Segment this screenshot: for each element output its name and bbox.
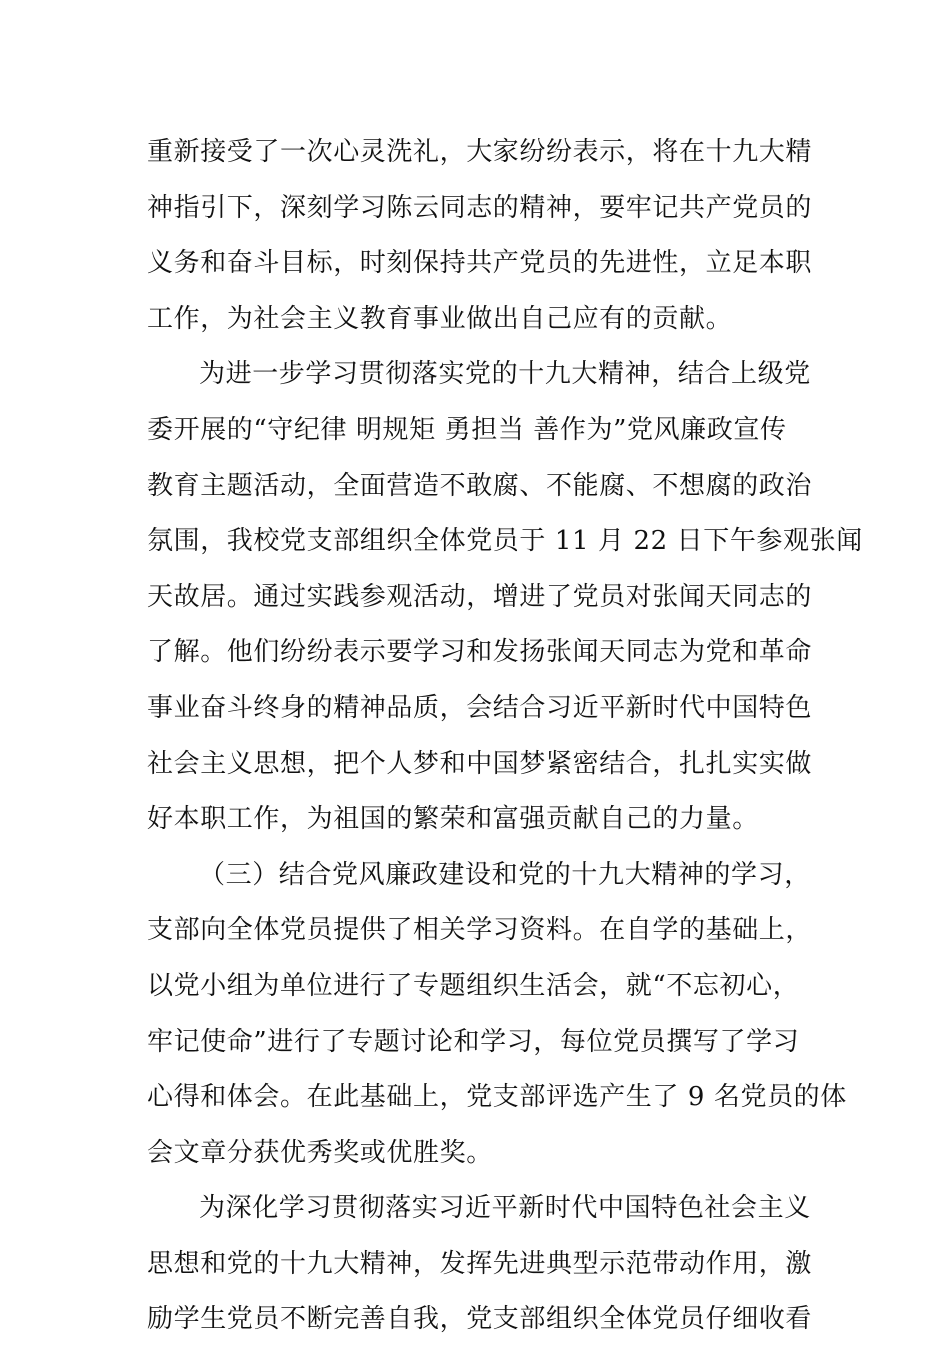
paragraph-line: 励学生党员不断完善自我，党支部组织全体党员仔细收看 [147, 1304, 813, 1335]
paragraph-line: 社会主义思想，把个人梦和中国梦紧密结合，扎扎实实做 [147, 748, 813, 779]
paragraph-line: 为进一步学习贯彻落实党的十九大精神，结合上级党 [199, 359, 811, 390]
paragraph-line: 牢记使命”进行了专题讨论和学习，每位党员撰写了学习 [147, 1026, 800, 1057]
paragraph-line: 工作，为社会主义教育事业做出自己应有的贡献。 [147, 303, 733, 334]
paragraph-line: 了解。他们纷纷表示要学习和发扬张闻天同志为党和革命 [147, 637, 813, 668]
paragraph-line: 支部向全体党员提供了相关学习资料。在自学的基础上， [147, 915, 813, 946]
paragraph-line: 神指引下，深刻学习陈云同志的精神，要牢记共产党员的 [147, 192, 813, 223]
paragraph-line: 义务和奋斗目标，时刻保持共产党员的先进性，立足本职 [147, 248, 813, 279]
paragraph-line: 事业奋斗终身的精神品质，会结合习近平新时代中国特色 [147, 692, 813, 723]
paragraph-line: 委开展的“守纪律 明规矩 勇担当 善作为”党风廉政宣传 [147, 414, 787, 445]
paragraph-line: 氛围，我校党支部组织全体党员于 11 月 22 日下午参观张闻 [147, 526, 863, 557]
paragraph-line: 教育主题活动，全面营造不敢腐、不能腐、不想腐的政治 [147, 470, 813, 501]
paragraph-line: 好本职工作，为祖国的繁荣和富强贡献自己的力量。 [147, 804, 759, 835]
document-body [147, 125, 863, 1348]
paragraph-line: 重新接受了一次心灵洗礼，大家纷纷表示，将在十九大精 [147, 137, 813, 167]
paragraph-line: 心得和体会。在此基础上，党支部评选产生了 9 名党员的体 [147, 1082, 847, 1113]
paragraph-line: 会文章分获优秀奖或优胜奖。 [147, 1137, 493, 1168]
paragraph-line: 为深化学习贯彻落实习近平新时代中国特色社会主义 [199, 1193, 811, 1224]
paragraph-line: 思想和党的十九大精神，发挥先进典型示范带动作用，激 [147, 1248, 813, 1279]
paragraph-line: （三）结合党风廉政建设和党的十九大精神的学习， [199, 859, 811, 890]
paragraph-line: 天故居。通过实践参观活动，增进了党员对张闻天同志的 [147, 581, 813, 612]
paragraph-line: 以党小组为单位进行了专题组织生活会，就“不忘初心， [147, 970, 800, 1001]
